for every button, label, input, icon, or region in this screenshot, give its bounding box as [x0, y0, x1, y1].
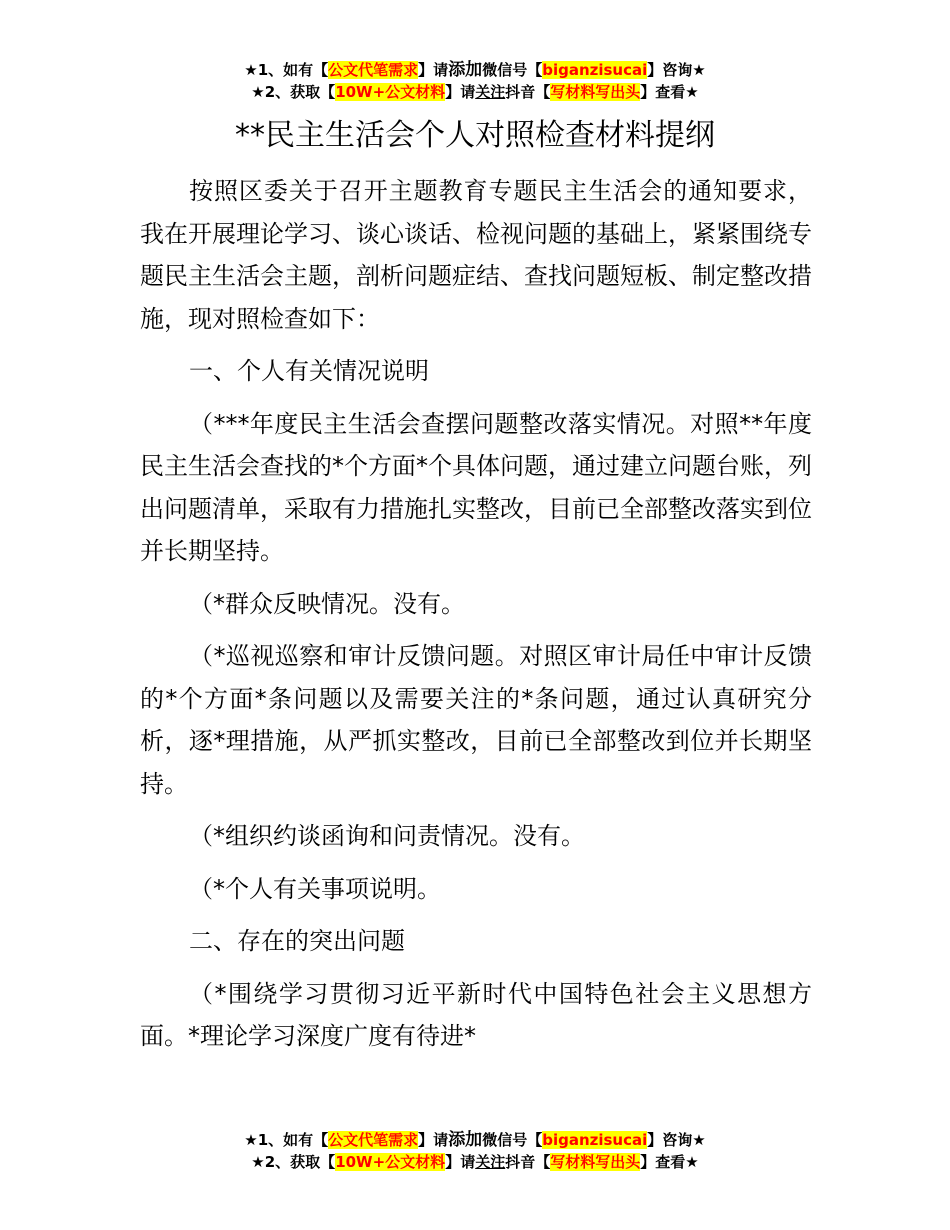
promo-text: 】请 [445, 83, 476, 101]
header-promo-banner [0, 59, 950, 103]
promo-text: 微信号【 [482, 61, 543, 79]
promo-highlight-wechat-id: biganzisucai [542, 1131, 648, 1149]
promo-emphasis: 添加 [448, 1130, 483, 1150]
promo-text: 】咨询★ [647, 1131, 706, 1149]
promo-highlight-materials: 10W+公文材料 [335, 1153, 446, 1171]
promo-text: 】咨询★ [647, 61, 706, 79]
paragraph: （*巡视巡察和审计反馈问题。对照区审计局任中审计反馈的*个方面*条问题以及需要关注的*条问题，通过认真研究分析，逐*理措施，从严抓实整改，目前已全部整改到位并长期坚持。 [140, 642, 812, 798]
promo-emphasis: 关注 [475, 1153, 506, 1171]
promo-highlight-service: 公文代笔需求 [328, 1131, 419, 1149]
promo-highlight-materials: 10W+公文材料 [335, 83, 446, 101]
promo-text: 抖音【 [505, 83, 551, 101]
paragraph: （***年度民主生活会查摆问题整改落实情况。对照**年度民主生活会查找的*个方面*个具体问题，通过建立问题台账，列出问题清单，采取有力措施扎实整改，目前已全部整改落实到位并长期坚持。 [140, 409, 812, 565]
paragraph: （*组织约谈函询和问责情况。没有。 [189, 822, 585, 850]
paragraph: （*围绕学习贯彻习近平新时代中国特色社会主义思想方面。*理论学习深度广度有待进* [140, 979, 812, 1050]
section-heading: 二、存在的突出问题 [189, 927, 405, 955]
promo-text: 微信号【 [482, 1131, 543, 1149]
promo-text: 】请 [418, 61, 449, 79]
paragraph: （*个人有关事项说明。 [189, 874, 441, 903]
promo-text: 抖音【 [505, 1153, 551, 1171]
promo-text: 】请 [418, 1131, 449, 1149]
promo-text: ★1、如有【 [244, 1131, 329, 1149]
promo-line-2 [0, 1151, 950, 1173]
promo-emphasis: 关注 [475, 83, 506, 101]
promo-text: 】查看★ [640, 83, 699, 101]
footer-promo-banner [0, 1129, 950, 1173]
document-body [140, 170, 812, 1068]
promo-line-2 [0, 81, 950, 103]
document-title: **民主生活会个人对照检查材料提纲 [235, 118, 715, 153]
promo-line-1 [0, 59, 950, 81]
promo-text: ★2、获取【 [251, 83, 336, 101]
section-heading: 一、个人有关情况说明 [189, 357, 429, 385]
promo-text: 】请 [445, 1153, 476, 1171]
promo-text: ★2、获取【 [251, 1153, 336, 1171]
paragraph: （*群众反映情况。没有。 [189, 589, 465, 618]
promo-line-1 [0, 1129, 950, 1151]
promo-highlight-wechat-id: biganzisucai [542, 61, 648, 79]
promo-text: ★1、如有【 [244, 61, 329, 79]
promo-highlight-douyin: 写材料写出头 [550, 83, 641, 101]
promo-emphasis: 添加 [448, 60, 483, 80]
promo-highlight-douyin: 写材料写出头 [550, 1153, 641, 1171]
paragraph: 按照区委关于召开主题教育专题民主生活会的通知要求，我在开展理论学习、谈心谈话、检视问题的基础上，紧紧围绕专题民主生活会主题，剖析问题症结、查找问题短板、制定整改措施，现对照检查如下： [140, 177, 812, 333]
promo-highlight-service: 公文代笔需求 [328, 61, 419, 79]
promo-text: 】查看★ [640, 1153, 699, 1171]
